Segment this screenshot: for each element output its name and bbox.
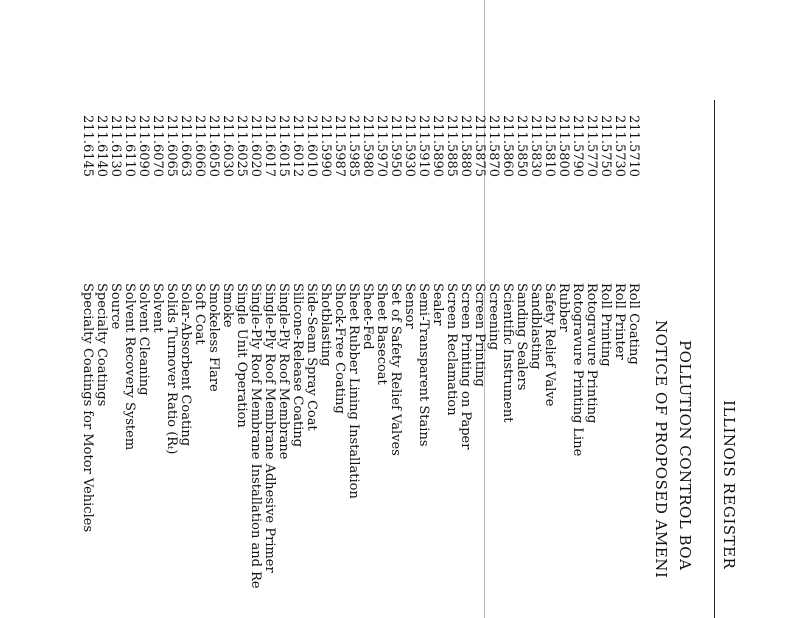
section-number: 211.6017 [262, 115, 277, 178]
list-item [262, 115, 276, 618]
section-number: 211.6090 [136, 115, 151, 178]
list-item [570, 115, 584, 618]
section-term: Roll Printer [612, 283, 627, 360]
section-number: 211.6140 [94, 115, 109, 178]
section-number: 211.5730 [612, 115, 627, 178]
section-term: Shock-Free Coating [332, 283, 347, 414]
section-term: Sensor [402, 283, 417, 329]
section-term: Single Unit Operation [234, 283, 249, 428]
list-item [514, 115, 528, 618]
header-rule [714, 100, 715, 618]
section-number: 211.5800 [556, 115, 571, 178]
list-item [164, 115, 178, 618]
section-number: 211.5770 [584, 115, 599, 178]
section-list [80, 115, 640, 618]
list-item [598, 115, 612, 618]
section-number: 211.5987 [332, 115, 347, 178]
section-term: Screening [486, 283, 501, 351]
section-term: Soft Coat [192, 283, 207, 345]
list-item [416, 115, 430, 618]
list-item [192, 115, 206, 618]
section-term: Scientific Instrument [500, 283, 515, 423]
list-item [122, 115, 136, 618]
list-item [318, 115, 332, 618]
list-item [94, 115, 108, 618]
section-number: 211.5850 [514, 115, 529, 178]
list-item [304, 115, 318, 618]
section-term: Solids Turnover Ratio (Rₜ) [164, 283, 179, 455]
list-item [332, 115, 346, 618]
list-item [248, 115, 262, 618]
section-term: Rotogravure Printing Line [570, 283, 585, 457]
section-number: 211.6060 [192, 115, 207, 178]
board-title: POLLUTION CONTROL BOA [676, 340, 694, 571]
list-item [500, 115, 514, 618]
section-number: 211.5875 [472, 115, 487, 178]
list-item [402, 115, 416, 618]
section-number: 211.6025 [234, 115, 249, 178]
list-item [150, 115, 164, 618]
list-item [80, 115, 94, 618]
notice-title: NOTICE OF PROPOSED AMENI [652, 320, 670, 579]
section-term: Solvent Cleaning [136, 283, 151, 396]
section-number: 211.5970 [374, 115, 389, 178]
list-item [360, 115, 374, 618]
list-item [584, 115, 598, 618]
section-term: Smokeless Flare [206, 283, 221, 392]
section-number: 211.5750 [598, 115, 613, 178]
section-number: 211.6065 [164, 115, 179, 178]
section-number: 211.5830 [528, 115, 543, 178]
section-term: Silicone-Release Coating [290, 283, 305, 448]
section-term: Single-Ply Roof Membrane Installation and Re [248, 283, 263, 589]
section-number: 211.5950 [388, 115, 403, 178]
section-number: 211.5980 [360, 115, 375, 178]
section-term: Screen Reclamation [444, 283, 459, 416]
section-term: Sheet Rubber Lining Installation [346, 283, 361, 499]
section-term: Shotblasting [318, 283, 333, 367]
list-item [346, 115, 360, 618]
section-term: Sanding Sealers [514, 283, 529, 391]
list-item [444, 115, 458, 618]
section-number: 211.6020 [248, 115, 263, 178]
list-item [472, 115, 486, 618]
list-item [612, 115, 626, 618]
section-number: 211.5710 [626, 115, 641, 178]
section-number: 211.6012 [290, 115, 305, 178]
section-term: Side-Seam Spray Coat [304, 283, 319, 431]
list-item [220, 115, 234, 618]
list-item [542, 115, 556, 618]
section-term: Roll Coating [626, 283, 641, 365]
section-number: 211.5870 [486, 115, 501, 178]
section-term: Sheet Basecoat [374, 283, 389, 385]
section-number: 211.5910 [416, 115, 431, 178]
section-term: Semi-Transparent Stains [416, 283, 431, 447]
list-item [388, 115, 402, 618]
section-term: Solar-Absorbent Coating [178, 283, 193, 447]
list-item [626, 115, 640, 618]
section-number: 211.5790 [570, 115, 585, 178]
list-item [136, 115, 150, 618]
section-number: 211.5860 [500, 115, 515, 178]
section-term: Single-Ply Roof Membrane [276, 283, 291, 460]
section-term: Screen Printing [472, 283, 487, 387]
list-item [234, 115, 248, 618]
section-number: 211.5880 [458, 115, 473, 178]
section-number: 211.6063 [178, 115, 193, 178]
list-item [108, 115, 122, 618]
section-term: Screen Printing on Paper [458, 283, 473, 450]
section-term: Solvent Recovery System [122, 283, 137, 451]
section-number: 211.6145 [80, 115, 95, 178]
list-item [374, 115, 388, 618]
register-title: ILLINOIS REGISTER [720, 400, 738, 570]
section-term: Roll Printing [598, 283, 613, 367]
section-number: 211.6130 [108, 115, 123, 178]
list-item [178, 115, 192, 618]
section-number: 211.5930 [402, 115, 417, 178]
list-item [430, 115, 444, 618]
section-term: Specialty Coatings [94, 283, 109, 407]
section-term: Set of Safety Relief Valves [388, 283, 403, 456]
list-item [486, 115, 500, 618]
section-number: 211.6070 [150, 115, 165, 178]
section-term: Smoke [220, 283, 235, 328]
section-term: Single-Ply Roof Membrane Adhesive Primer [262, 283, 277, 573]
list-item [458, 115, 472, 618]
section-number: 211.6110 [122, 115, 137, 178]
section-number: 211.5810 [542, 115, 557, 178]
list-item [528, 115, 542, 618]
section-number: 211.6050 [206, 115, 221, 178]
section-number: 211.6015 [276, 115, 291, 178]
section-term: Rubber [556, 283, 571, 332]
list-item [556, 115, 570, 618]
section-term: Safety Relief Valve [542, 283, 557, 407]
list-item [276, 115, 290, 618]
section-number: 211.5890 [430, 115, 445, 178]
section-term: Sandblasting [528, 283, 543, 370]
list-item [290, 115, 304, 618]
section-term: Specialty Coatings for Motor Vehicles [80, 283, 95, 533]
section-term: Rotogravure Printing [584, 283, 599, 424]
section-term: Solvent [150, 283, 165, 333]
section-term: Source [108, 283, 123, 330]
section-number: 211.6030 [220, 115, 235, 178]
section-number: 211.5985 [346, 115, 361, 178]
rotated-content [40, 100, 740, 618]
section-number: 211.5885 [444, 115, 459, 178]
list-item [206, 115, 220, 618]
section-number: 211.6010 [304, 115, 319, 178]
section-number: 211.5990 [318, 115, 333, 178]
section-term: Sheet-Fed [360, 283, 375, 350]
section-term: Sealer [430, 283, 445, 326]
